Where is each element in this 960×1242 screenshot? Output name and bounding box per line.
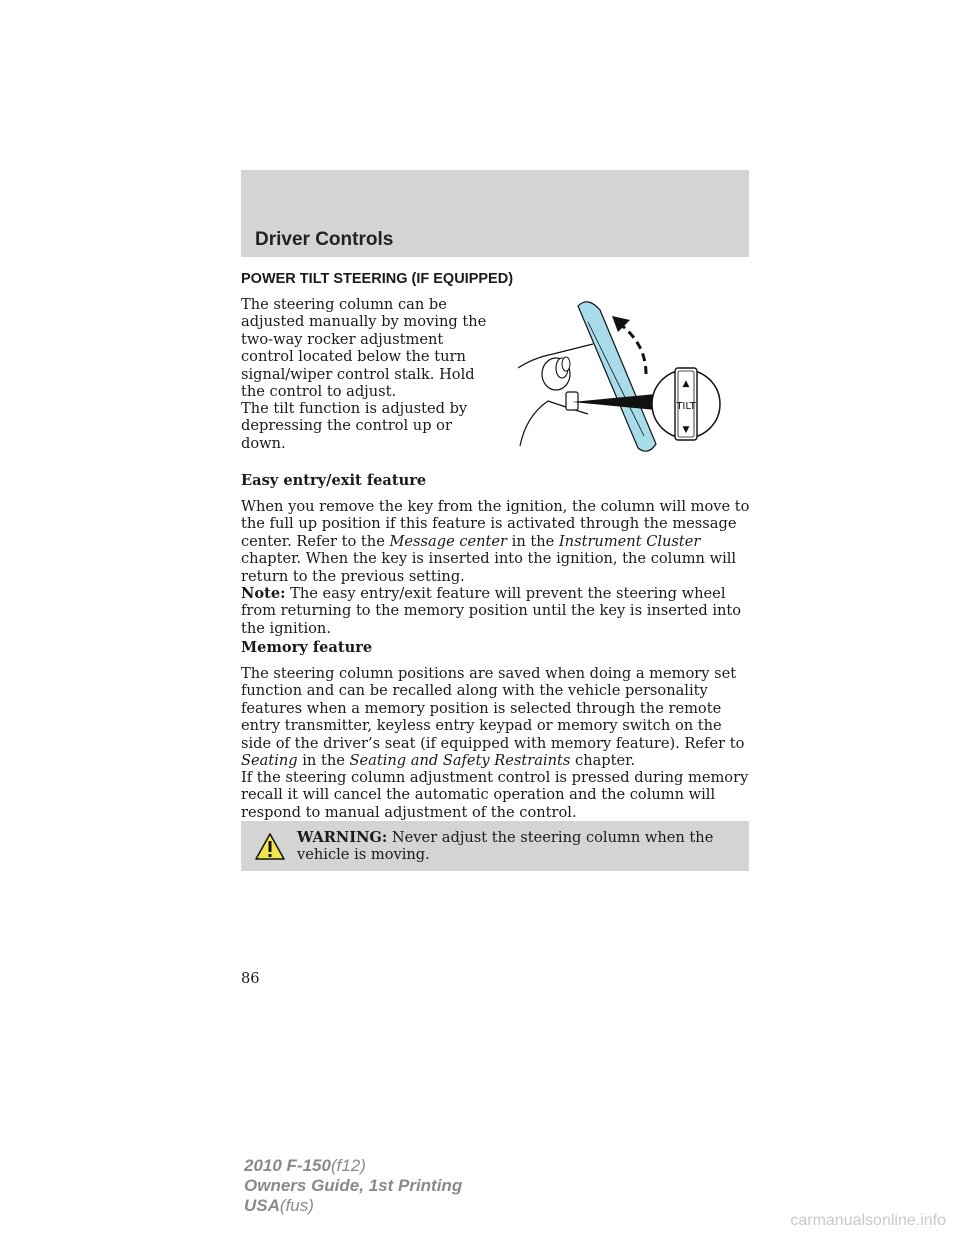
steering-column-illustration (508, 296, 723, 456)
section-heading: POWER TILT STEERING (IF EQUIPPED) (241, 271, 514, 287)
chapter-title: Driver Controls (255, 229, 394, 250)
easy-entry-paragraph: When you remove the key from the ignition, the column will move to the full up position if this feature is activated through the message center. Refer to the Message center in the Instrument Cluster chapter. When the key is inserted into the ignition, the column will return to the previous setting. (241, 498, 750, 585)
memory-paragraph: The steering column positions are saved when doing a memory set function and can be recalled along with the vehicle personality features when a memory position is selected through the remote entry transmitter, keyless entry keypad or memory switch on the side of the driver’s seat (if equipped with memory feature). Refer to Seating in the Seating and Safety Restraints chapter. (241, 665, 745, 770)
print-footer: 2010 F-150(f12) Owners Guide, 1st Printing USA(fus) (244, 1156, 463, 1215)
tilt-switch-label: TILT (676, 401, 696, 412)
warning-box (241, 821, 749, 871)
easy-entry-heading: Easy entry/exit feature (241, 472, 427, 489)
chapter-header (241, 170, 749, 257)
link-seating-safety-restraints: Seating and Safety Restraints (349, 752, 571, 770)
tilt-up-arrow: ▲ (682, 379, 690, 389)
warning-label: WARNING: (297, 829, 388, 846)
link-seating: Seating (241, 752, 298, 770)
tilt-down-arrow: ▼ (682, 425, 690, 435)
warning-triangle-icon (255, 833, 285, 860)
link-instrument-cluster: Instrument Cluster (558, 532, 701, 550)
watermark: carmanualsonline.info (790, 1212, 946, 1229)
memory-heading: Memory feature (241, 639, 373, 656)
link-message-center: Message center (389, 532, 508, 550)
page-number: 86 (241, 970, 260, 987)
note-paragraph: Note: The easy entry/exit feature will prevent the steering wheel from returning to the memory position until the key is inserted into the ignition. (241, 585, 742, 637)
paragraph-tilt-function: The tilt function is adjusted by depressing the control up or down. (241, 400, 468, 452)
paragraph-tilt-intro: The steering column can be adjusted manually by moving the two-way rocker adjustment control located below the turn signal/wiper control stalk. Hold the control to adjust. (241, 296, 487, 401)
warning-text: WARNING: Never adjust the steering column when the vehicle is moving. (297, 829, 714, 864)
note-label: Note: (241, 585, 286, 602)
memory-recall-paragraph: If the steering column adjustment control is pressed during memory recall it will cancel the automatic operation and the column will respond to manual adjustment of the control. (241, 769, 749, 821)
